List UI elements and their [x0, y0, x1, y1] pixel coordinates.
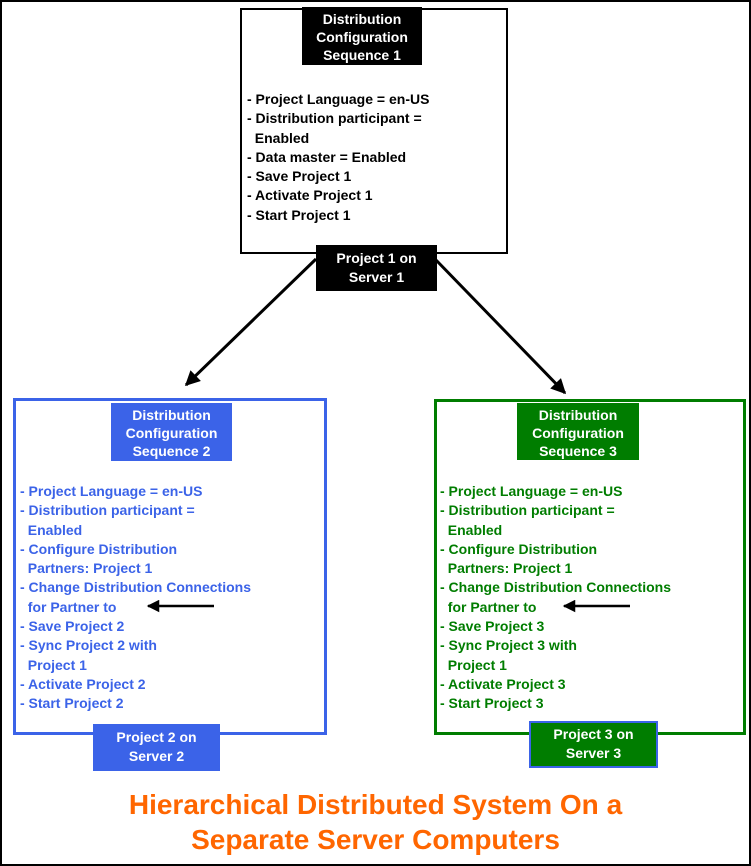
text-line: Partners: Project 1 [440, 560, 573, 577]
text-line: - Sync Project 2 with [20, 637, 157, 654]
text-line: Server 1 [348, 269, 405, 285]
text-line: - Distribution participant = [20, 502, 195, 519]
text-line: - Activate Project 2 [20, 675, 146, 692]
text-line: - Start Project 2 [20, 695, 124, 712]
sequence-2-header-badge [111, 403, 232, 461]
text-line: - Configure Distribution [440, 540, 598, 557]
text-line: Project 1 [440, 656, 507, 673]
project-2-server-2-badge [93, 724, 220, 771]
text-line: for Partner to [440, 598, 537, 615]
text-line: Project 3 on [553, 726, 634, 742]
text-line: - Sync Project 3 with [440, 637, 577, 654]
text-line: Project 1 on [336, 250, 417, 266]
connector-arrow-server1-to-server2-icon [186, 259, 316, 385]
text-line: - Project Language = en-US [440, 483, 623, 499]
project-1-server-1-badge [316, 245, 437, 291]
text-line: Distribution [538, 407, 618, 423]
text-line: Configuration [316, 29, 408, 45]
diagram-title-line2: Separate Server Computers [191, 824, 560, 855]
text-line: Enabled [247, 129, 310, 146]
diagram-title [2, 787, 749, 857]
text-line: - Save Project 3 [440, 618, 545, 635]
diagram-title-line1: Hierarchical Distributed System On a [128, 789, 623, 820]
text-line: Server 2 [128, 748, 185, 764]
text-line: Project 2 on [116, 729, 197, 745]
text-line: - Activate Project 1 [247, 187, 373, 204]
sequence-3-header-badge [517, 403, 639, 460]
project-3-server-3-badge [529, 721, 658, 768]
sequence-3-steps [440, 482, 671, 714]
text-line: Project 1 [20, 656, 87, 673]
text-line: Configuration [125, 425, 218, 441]
text-line: - Distribution participant = [440, 502, 615, 519]
text-line: Configuration [532, 425, 624, 441]
sequence-1-header-badge [302, 7, 422, 65]
text-line: - Save Project 2 [20, 618, 125, 635]
text-line: - Activate Project 3 [440, 675, 566, 692]
text-line: - Distribution participant = [247, 110, 422, 127]
text-line: Enabled [440, 521, 503, 538]
sequence-2-steps [20, 482, 251, 714]
connector-arrow-server1-to-server3-icon [435, 259, 565, 393]
text-line: - Project Language = en-US [247, 91, 430, 107]
text-line: - Change Distribution Connections [440, 579, 671, 596]
text-line: - Start Project 1 [247, 206, 351, 223]
text-line: for Partner to [20, 598, 117, 615]
text-line: - Project Language = en-US [20, 483, 203, 499]
text-line: Sequence 2 [132, 443, 211, 459]
sequence-1-steps [247, 90, 429, 225]
text-line: Enabled [20, 521, 83, 538]
text-line: - Configure Distribution [20, 540, 178, 557]
text-line: - Save Project 1 [247, 168, 352, 185]
text-line: - Data master = Enabled [247, 148, 407, 165]
text-line: Distribution [322, 11, 402, 27]
text-line: - Start Project 3 [440, 695, 544, 712]
text-line: Sequence 1 [323, 47, 401, 63]
text-line: Partners: Project 1 [20, 560, 153, 577]
text-line: - Change Distribution Connections [20, 579, 251, 596]
text-line: Server 3 [565, 745, 622, 761]
text-line: Distribution [132, 407, 211, 423]
text-line: Sequence 3 [539, 443, 617, 459]
